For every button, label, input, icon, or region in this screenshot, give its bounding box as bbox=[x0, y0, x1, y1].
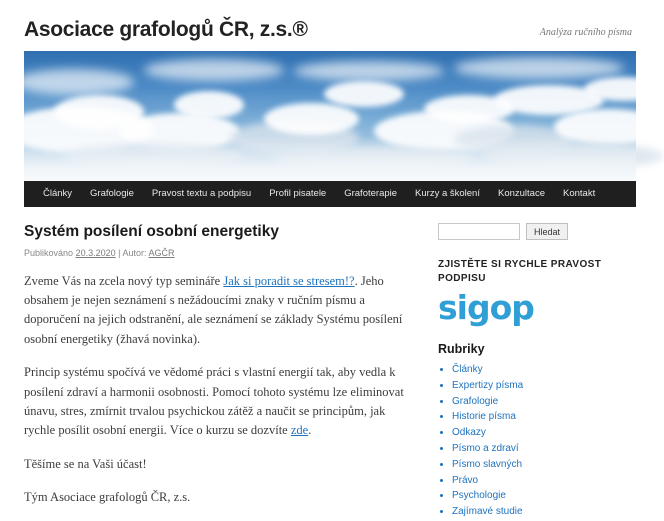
nav-item-pravost-textu-a-podpisu[interactable]: Pravost textu a podpisu bbox=[151, 188, 252, 200]
published-date[interactable]: 20.3.2020 bbox=[75, 247, 116, 258]
category-link[interactable]: Písmo slavných bbox=[452, 458, 523, 470]
article-title: Systém posílení osobní energetiky bbox=[24, 223, 279, 241]
list-item[interactable] bbox=[452, 457, 602, 473]
nav-item-grafologie[interactable]: Grafologie bbox=[90, 188, 134, 200]
site-title[interactable]: Asociace grafologů ČR, z.s.® bbox=[24, 18, 308, 41]
paragraph-text-after: . bbox=[308, 423, 312, 438]
categories-title: Rubriky bbox=[438, 342, 485, 357]
meta-separator: | bbox=[118, 247, 121, 258]
article-paragraph: Tým Asociace grafologů ČR, z.s. bbox=[24, 490, 191, 505]
paragraph-text-before: Princip systému spočívá ve vědomé práci s vlastní energií tak, aby vedla k posílení zdraví a harmonii osobnosti. Pomocí tohoto systému lze eliminovat únavu, stres, zmírnit trvalou psychickou zátěž a naučit se principům, jak rychle posílit osobní energii. Více o kurzu se dozvíte bbox=[24, 365, 404, 438]
content-area bbox=[24, 207, 636, 521]
list-item[interactable] bbox=[452, 488, 602, 504]
published-label: Publikováno bbox=[24, 247, 74, 258]
nav-item-clanky[interactable]: Články bbox=[43, 188, 73, 200]
category-link[interactable]: Odkazy bbox=[452, 427, 486, 439]
list-item[interactable] bbox=[452, 425, 602, 441]
category-link[interactable]: Expertizy písma bbox=[452, 379, 524, 391]
sigop-logo[interactable]: sigop bbox=[438, 288, 534, 328]
article-paragraph bbox=[24, 272, 414, 350]
search-widget bbox=[438, 223, 602, 240]
category-link[interactable]: Historie písma bbox=[452, 411, 516, 423]
category-link[interactable]: Písmo a zdraví bbox=[452, 443, 519, 455]
site-description: Analýza ručního písma bbox=[539, 27, 632, 39]
author-link[interactable]: AGČR bbox=[148, 247, 175, 258]
list-item[interactable] bbox=[452, 394, 602, 410]
category-link[interactable]: Grafologie bbox=[452, 395, 499, 407]
category-link[interactable]: Právo bbox=[452, 474, 479, 486]
categories-list bbox=[438, 362, 602, 520]
main-column bbox=[24, 223, 432, 521]
header-banner-image bbox=[24, 51, 636, 181]
paragraph-text-before: Zveme Vás na zcela nový typ semináře bbox=[24, 273, 224, 288]
seminar-link[interactable]: Jak si poradit se stresem!? bbox=[223, 273, 355, 288]
list-item[interactable] bbox=[452, 504, 602, 520]
list-item[interactable] bbox=[452, 441, 602, 457]
paragraph-text-after: . Jeho obsahem je nejen seznámení s nežádoucími znaky v ručním písmu a doporučení na jejich odstranění, ale seznámení se základy Systému posílení osobní energetiky (žhavá novinka). bbox=[24, 273, 403, 346]
list-item[interactable] bbox=[452, 409, 602, 425]
kurz-link[interactable]: zde bbox=[290, 423, 309, 438]
promo-title: ZJISTĚTE SI RYCHLE PRAVOST PODPISU bbox=[438, 259, 602, 284]
nav-item-grafoterapie[interactable]: Grafoterapie bbox=[344, 188, 398, 200]
search-button[interactable]: Hledat bbox=[526, 223, 568, 240]
category-link[interactable]: Zajímavé studie bbox=[452, 506, 523, 518]
nav-item-kurzy-a-skoleni[interactable]: Kurzy a školení bbox=[415, 188, 480, 200]
nav-item-kontakt[interactable]: Kontakt bbox=[563, 188, 596, 200]
site-header bbox=[0, 0, 660, 47]
nav-item-konzultace[interactable]: Konzultace bbox=[497, 188, 545, 200]
article-paragraph bbox=[24, 363, 414, 441]
article-paragraph: Těšíme se na Vaši účast! bbox=[24, 456, 147, 471]
list-item[interactable] bbox=[452, 378, 602, 394]
list-item[interactable] bbox=[452, 473, 602, 489]
category-link[interactable]: Psychologie bbox=[452, 490, 506, 502]
author-label: Autor: bbox=[122, 247, 147, 258]
list-item[interactable] bbox=[452, 362, 602, 378]
article-body bbox=[24, 272, 414, 508]
search-input[interactable] bbox=[438, 223, 520, 240]
primary-navigation bbox=[24, 181, 636, 207]
article-meta bbox=[24, 248, 414, 258]
category-link[interactable]: Články bbox=[452, 364, 483, 376]
nav-item-profil-pisatele[interactable]: Profil pisatele bbox=[269, 188, 327, 200]
sidebar bbox=[432, 223, 602, 521]
